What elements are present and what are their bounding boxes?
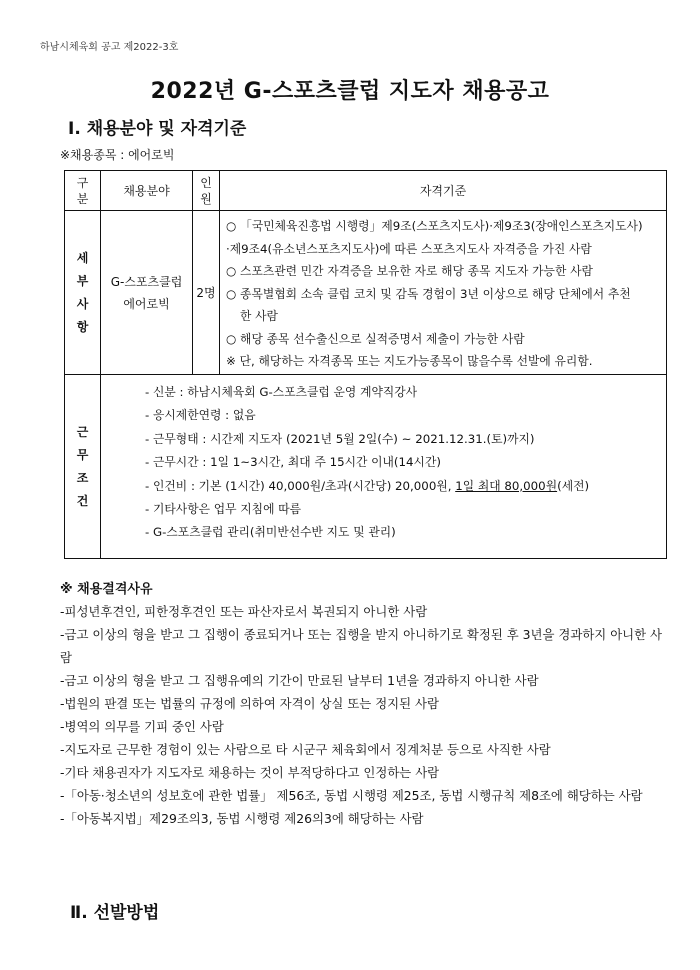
recruitment-sport: ※채용종목 : 에어로빅 (60, 148, 175, 162)
qualification-note: ※ 단, 해당하는 자격종목 또는 지도가능종목이 많을수록 선발에 유리함. (226, 354, 593, 368)
work-conditions-list (101, 375, 666, 558)
disqualification-item: -병역의 의무를 기피 중인 사람 (60, 719, 224, 734)
disqualification-item: -금고 이상의 형을 받고 그 집행유예의 기간이 만료된 날부터 1년을 경과하지 아니한 사람 (60, 673, 539, 688)
pay-daily-max: 1일 최대 80,000원 (455, 478, 558, 493)
disqualification-title: ※ 채용결격사유 (60, 582, 153, 597)
condition-item: - G-스포츠클럽 관리(취미반선수반 지도 및 관리) (145, 525, 396, 540)
header-criteria: 자격기준 (220, 171, 666, 211)
qualification-item: 한 사람 (240, 309, 278, 323)
disqualification-list (60, 600, 670, 830)
condition-item: - 신분 : 하남시체육회 G-스포츠클럽 운영 계약직강사 (145, 385, 418, 399)
condition-item: - 응시제한연령 : 없음 (145, 408, 256, 423)
notice-number: 하남시체육회 공고 제2022-3호 (40, 42, 179, 53)
condition-item: - 기타사항은 업무 지침에 따름 (145, 502, 302, 517)
section-2-heading: Ⅱ. 선발방법 (70, 903, 160, 923)
qualification-table (64, 170, 667, 559)
qualification-item: ○ 종목별협회 소속 클럽 코치 및 감독 경험이 3년 이상으로 해당 단체에서 추천 (226, 286, 631, 301)
header-category: 구 분 (65, 171, 101, 211)
disqualification-item: -법원의 판결 또는 법률의 규정에 의하여 자격이 상실 또는 정지된 사람 (60, 696, 439, 711)
disqualification-item: -금고 이상의 형을 받고 그 집행이 종료되거나 또는 집행을 받지 아니하기로 확정된 후 3년을 경과하지 아니한 사람 (60, 627, 663, 665)
qualification-item: ○ 해당 종목 선수출신으로 실적증명서 제출이 가능한 사람 (226, 331, 525, 346)
document-title: 2022년 G-스포츠클럽 지도자 채용공고 (150, 79, 550, 104)
disqualification-item: -기타 채용권자가 지도자로 채용하는 것이 부적당하다고 인정하는 사람 (60, 765, 440, 780)
disqualification-item: -「아동·청소년의 성보호에 관한 법률」 제56조, 동법 시행령 제25조, 동법 시행규칙 제8조에 해당하는 사람 (60, 788, 643, 803)
qualification-item: ○ 「국민체육진흥법 시행령」제9조(스포츠지도사)·제9조3(장애인스포츠지도사) (226, 219, 643, 233)
section-1-heading: Ⅰ. 채용분야 및 자격기준 (68, 119, 247, 139)
qualification-item: ·제9조4(유소년스포츠지도사)에 따른 스포츠지도사 자격증을 가진 사람 (226, 241, 592, 256)
qualification-item: ○ 스포츠관련 민간 자격증을 보유한 자로 해당 종목 지도자 가능한 사람 (226, 264, 593, 278)
disqualification-item: -지도자로 근무한 경험이 있는 사람으로 타 시군구 체육회에서 징계처분 등으로 사직한 사람 (60, 742, 551, 757)
disqualification-item: -피성년후견인, 피한정후견인 또는 파산자로서 복권되지 아니한 사람 (60, 604, 428, 619)
detail-count: 2명 (193, 211, 220, 375)
condition-item: - 근무형태 : 시간제 지도자 (2021년 5월 2일(수) ~ 2021.12.31.(토)까지) (145, 431, 535, 446)
qualification-list (220, 211, 666, 375)
disqualification-item: -「아동복지법」제29조의3, 동법 시행령 제26의3에 해당하는 사람 (60, 811, 424, 826)
condition-pay: - 인건비 : 기본 (1시간) 40,000원/초과(시간당) 20,000원, 1일 최대 80,000원(세전) (145, 478, 590, 493)
header-field: 채용분야 (101, 171, 193, 211)
conditions-label: 근 무 조 건 (65, 375, 101, 558)
condition-item: - 근무시간 : 1일 1~3시간, 최대 주 15시간 이내(14시간) (145, 455, 441, 470)
header-count: 인 원 (193, 171, 220, 211)
detail-label: 세 부 사 항 (65, 211, 101, 375)
detail-field: G-스포츠클럽 에어로빅 (101, 211, 193, 375)
